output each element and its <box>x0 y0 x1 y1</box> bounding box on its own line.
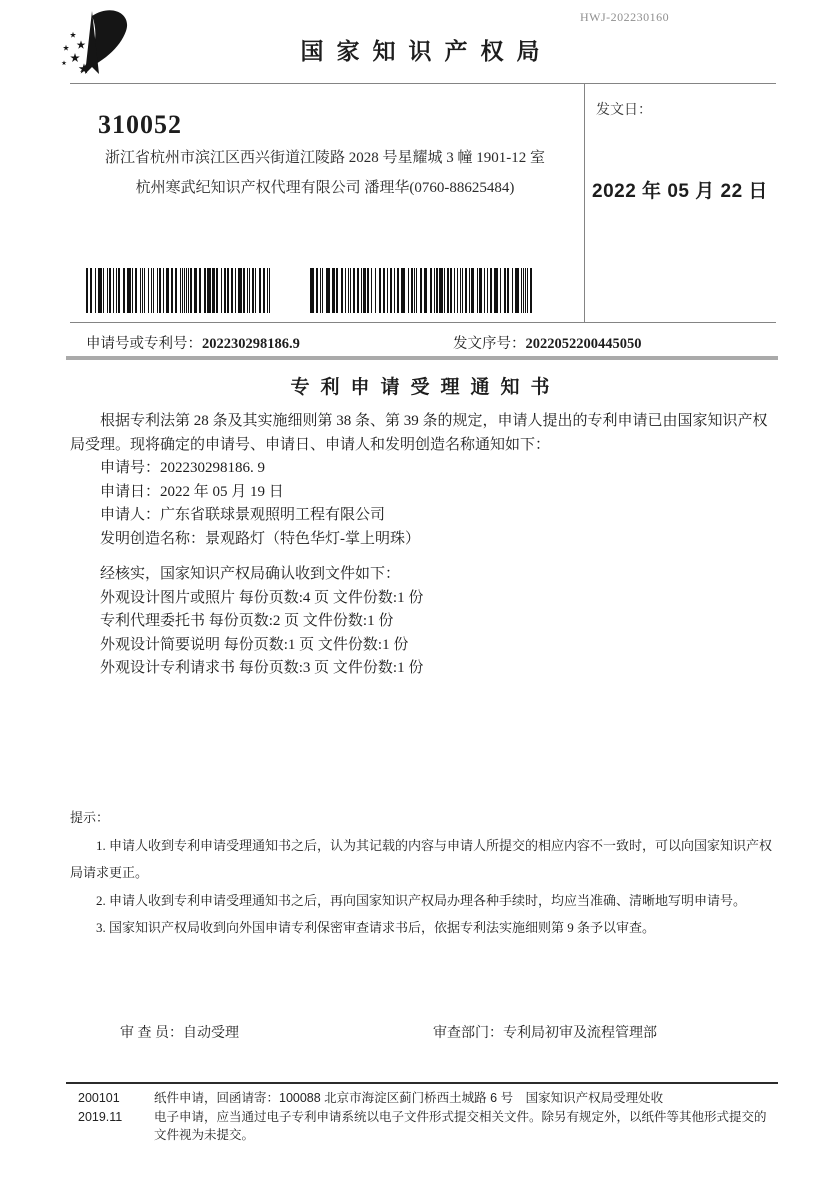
tips-heading: 提示： <box>70 810 110 825</box>
detail-row-filing-date <box>70 481 776 505</box>
detail-label: 申请人： <box>100 507 161 523</box>
section-divider-thick <box>66 356 778 360</box>
notice-title: 专利申请受理通知书 <box>290 377 561 398</box>
detail-row-applicant <box>70 504 776 528</box>
detail-row-application-number <box>70 457 776 481</box>
tip-item: 1. 申请人收到专利申请受理通知书之后，认为其记载的内容与申请人所提交的相应内容不一致时，可以向国家知识产权局请求更正。 <box>70 837 773 880</box>
detail-label: 申请日： <box>100 483 161 500</box>
serial-number-label: 发文序号： <box>453 336 526 352</box>
barcode-serial <box>310 268 534 313</box>
examiner-label: 审 查 员： <box>120 1026 183 1041</box>
footer-notes <box>78 1089 778 1145</box>
issue-date-label: 发文日： <box>596 103 652 118</box>
document-reference-number: HWJ-202230160 <box>580 10 670 24</box>
application-number-value: 202230298186.9 <box>202 336 300 352</box>
tip-item: 3. 国家知识产权局收到向外国申请专利保密审查请求书后，依据专利法实施细则第 9 条予以审查。 <box>96 920 656 935</box>
recipient-postal-code: 310052 <box>98 110 182 139</box>
detail-value: 广东省联球景观照明工程有限公司 <box>160 507 386 523</box>
recipient-address-line2: 杭州寒武纪知识产权代理有限公司 潘理华(0760-88625484) <box>135 180 515 196</box>
received-document-item: 外观设计专利请求书 每份页数:3 页 文件份数:1 份 <box>100 660 424 676</box>
detail-label: 申请号： <box>100 460 161 476</box>
footer-text: 电子申请，应当通过电子专利申请系统以电子文件形式提交相关文件。除另有规定外，以纸件等其他形式提交的文件视为未提交。 <box>154 1109 767 1142</box>
footer-text: 纸件申请，回函请寄：100088 北京市海淀区蓟门桥西土城路 6 号 国家知识产权局受理处收 <box>154 1091 664 1105</box>
department-value: 专利局初审及流程管理部 <box>503 1026 657 1041</box>
serial-number-value: 2022052200445050 <box>525 336 642 352</box>
confirm-line: 经核实，国家知识产权局确认收到文件如下： <box>100 566 401 582</box>
barcode-divider <box>70 322 776 323</box>
detail-value: 景观路灯（特色华灯-掌上明珠） <box>205 530 421 547</box>
received-document-item: 专利代理委托书 每份页数:2 页 文件份数:1 份 <box>100 613 394 629</box>
vertical-divider <box>584 83 585 323</box>
recipient-address <box>72 143 578 203</box>
application-number <box>86 332 300 353</box>
tip-item: 2. 申请人收到专利申请受理通知书之后，再向国家知识产权局办理各种手续时，均应当准确、清晰地写明申请号。 <box>96 892 747 908</box>
intro-paragraph: 根据专利法第 28 条及其实施细则第 38 条、第 39 条的规定，申请人提出的专利申请已由国家知识产权局受理。现将确定的申请号、申请日、申请人和发明创造名称通知如下： <box>70 413 768 453</box>
application-number-label: 申请号或专利号： <box>86 336 202 352</box>
serial-number <box>453 332 642 353</box>
footer-code: 2019.11 <box>78 1109 123 1124</box>
received-document-item: 外观设计图片或照片 每份页数:4 页 文件份数:1 份 <box>100 589 424 606</box>
header-divider <box>70 83 776 84</box>
footer-row <box>78 1108 778 1145</box>
agency-title: 国家知识产权局 <box>300 39 553 64</box>
received-document-item: 外观设计简要说明 每份页数:1 页 文件份数:1 份 <box>100 636 409 653</box>
department-field <box>433 1022 657 1042</box>
department-label: 审查部门： <box>433 1026 503 1041</box>
examiner-value: 自动受理 <box>183 1026 239 1041</box>
examiner-field <box>120 1022 239 1042</box>
notice-body <box>70 410 776 681</box>
detail-value: 2022 年 05 月 19 日 <box>160 483 284 500</box>
footer-code: 200101 <box>78 1091 120 1105</box>
footer-row <box>78 1089 778 1108</box>
issue-date-value: 2022 年 05 月 22 日 <box>592 181 768 202</box>
tips-section <box>70 804 782 942</box>
detail-row-invention-title <box>70 528 776 552</box>
barcode-application <box>86 268 272 313</box>
detail-value: 202230298186. 9 <box>160 460 266 476</box>
footer-divider <box>66 1082 778 1084</box>
recipient-address-line1: 浙江省杭州市滨江区西兴街道江陵路 2028 号星耀城 3 幢 1901-12 室 <box>105 150 545 166</box>
detail-label: 发明创造名称： <box>100 530 206 547</box>
